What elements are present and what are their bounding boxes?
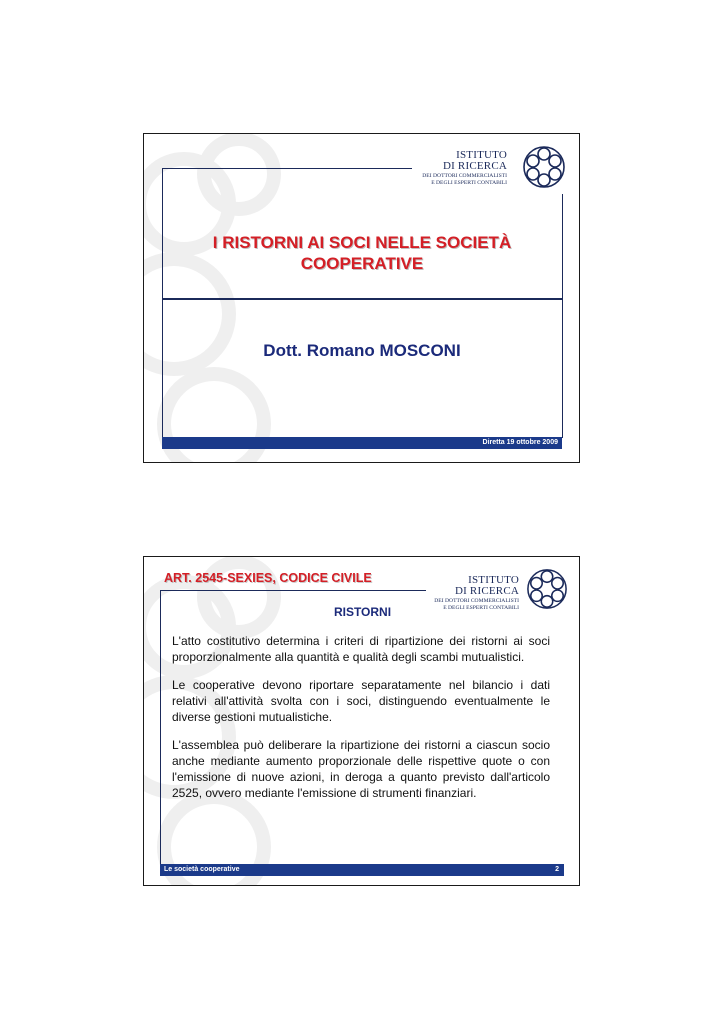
slide-1-footer: Diretta 19 ottobre 2009	[162, 437, 562, 449]
institute-logo-text	[422, 150, 507, 186]
left-rule	[160, 590, 161, 865]
slide-2-body	[172, 633, 550, 813]
logo-line-1: ISTITUTO	[456, 149, 507, 161]
logo-line-4: E DEGLI ESPERTI CONTABILI	[443, 604, 519, 611]
logo-line-2: DI RICERCA	[454, 585, 519, 597]
logo-line-3: DEI DOTTORI COMMERCIALISTI	[434, 598, 519, 604]
slide-1	[143, 133, 580, 463]
page-number: 2	[555, 866, 559, 873]
title-line-2: COOPERATIVE	[300, 254, 424, 273]
logo-line-2: DI RICERCA	[442, 160, 507, 172]
footer-label: Le società cooperative	[164, 866, 240, 873]
logo-line-3: DEI DOTTORI COMMERCIALISTI	[422, 173, 507, 179]
logo-line-4: E DEGLI ESPERTI CONTABILI	[431, 179, 507, 186]
logo-line-1: ISTITUTO	[468, 574, 519, 586]
title-divider	[162, 298, 563, 300]
left-rule	[162, 168, 163, 438]
slide-2-subtitle: RISTORNI	[333, 605, 392, 619]
body-paragraph: Le cooperative devono riportare separatamente nel bilancio i dati relativi all'attività svolta con i soci, distinguendo eventualmente le diverse gestioni mutualistiche.	[172, 678, 550, 724]
slide-2-title: ART. 2545-SEXIES, CODICE CIVILE	[164, 571, 372, 585]
slide-2	[143, 556, 580, 886]
slide-2-footer	[160, 864, 564, 876]
body-paragraph: L'atto costitutivo determina i criteri di ripartizione dei ristorni ai soci proporzionalmente alla quantità e qualità degli scambi mutualistici.	[172, 634, 550, 664]
header-rule	[162, 168, 412, 169]
institute-logo-icon	[522, 144, 566, 190]
header-rule	[160, 590, 426, 591]
right-rule	[562, 194, 563, 438]
author-name: Dott. Romano MOSCONI	[263, 341, 461, 360]
body-paragraph: L'assemblea può deliberare la ripartizione dei ristorni a ciascun socio anche mediante aumento proporzionale delle rispettive quote o con l'emissione di nuove azioni, in deroga a quanto previsto dall'articolo 2525, ovvero mediante l'emissione di strumenti finanziari.	[172, 738, 550, 800]
presentation-title	[162, 232, 562, 274]
title-line-1: I RISTORNI AI SOCI NELLE SOCIETÀ	[212, 233, 512, 252]
